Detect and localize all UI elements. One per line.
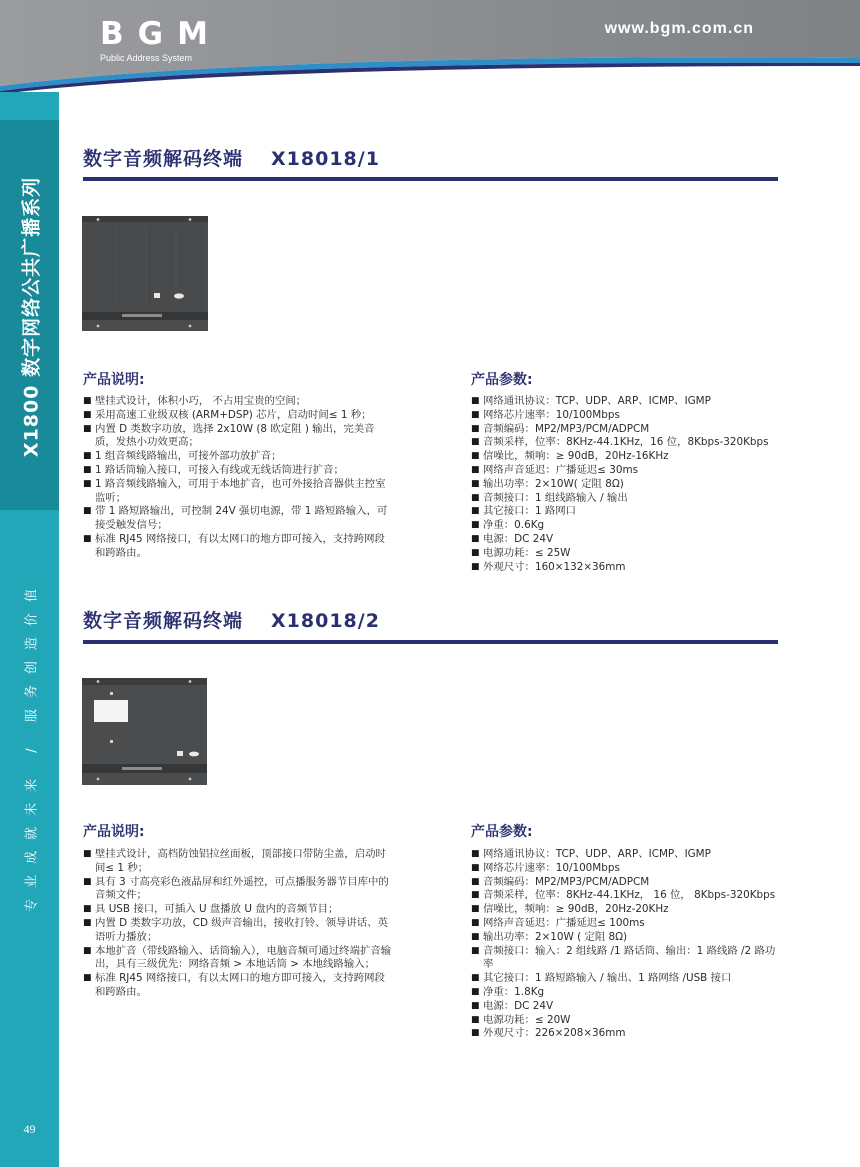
- desc-heading: 产品说明:: [83, 372, 145, 388]
- spec-item: ■ 音频接口：1 组线路输入 / 输出: [471, 492, 781, 506]
- spec-item: ■ 净重：1.8Kg: [471, 986, 781, 1000]
- product-model: X18018/2: [271, 610, 380, 632]
- website-url: www.bgm.com.cn: [604, 20, 754, 37]
- spec-item: ■ 电源：DC 24V: [471, 533, 781, 547]
- left-sidebar: [0, 92, 59, 1167]
- list-item: ■ 内置 D 类数字功放，选择 2x10W (8 欧定阻 ) 输出，完美音质，发热小功效更高；: [83, 423, 393, 451]
- description-list: [83, 848, 393, 1000]
- page-number: 49: [23, 1122, 36, 1136]
- list-item: ■ 1 路音频线路输入，可用于本地扩音，也可外接拾音器供主控室监听；: [83, 478, 393, 506]
- spec-item: ■ 音频采样，位率：8KHz-44.1KHz，16 位，8Kbps-320Kbps: [471, 436, 781, 450]
- series-title: X1800 数字网络公共广播系列: [20, 176, 43, 458]
- spec-item: ■ 网络声音延迟：广播延迟≤ 30ms: [471, 464, 781, 478]
- spec-item: ■ 音频采样，位率：8KHz-44.1KHz， 16 位， 8Kbps-320Kbps: [471, 889, 781, 903]
- spec-item: ■ 音频接口：输入：2 组线路 /1 路话筒、输出：1 路线路 /2 路功率: [471, 945, 781, 973]
- spec-item: ■ 输出功率：2×10W ( 定阻 8Ω): [471, 931, 781, 945]
- list-item: ■ 带 1 路短路输出，可控制 24V 强切电源，带 1 路短路输入，可接受触发信号；: [83, 505, 393, 533]
- list-item: ■ 内置 D 类数字功放，CD 级声音输出，接收打铃、领导讲话、英语听力播放；: [83, 917, 393, 945]
- spec-item: ■ 网络芯片速率：10/100Mbps: [471, 409, 781, 423]
- spec-item: ■ 电源功耗：≤ 25W: [471, 547, 781, 561]
- company-slogan: 专业成就未来 / 服务创造价值: [24, 578, 40, 912]
- spec-item: ■ 外观尺寸：160×132×36mm: [471, 561, 781, 575]
- list-item: ■ 具有 3 寸高亮彩色液晶屏和红外遥控，可点播服务器节目库中的音频文件；: [83, 876, 393, 904]
- list-item: ■ 壁挂式设计，体积小巧， 不占用宝贵的空间；: [83, 395, 393, 409]
- desc-heading: 产品说明:: [83, 824, 145, 840]
- spec-item: ■ 网络声音延迟：广播延迟≤ 100ms: [471, 917, 781, 931]
- product-image-x18018-1: [82, 216, 208, 331]
- spec-item: ■ 网络通讯协议：TCP、UDP、ARP、ICMP、IGMP: [471, 395, 781, 409]
- list-item: ■ 标准 RJ45 网络接口，有以太网口的地方即可接入，支持跨网段和跨路由。: [83, 533, 393, 561]
- spec-item: ■ 电源：DC 24V: [471, 1000, 781, 1014]
- spec-item: ■ 净重：0.6Kg: [471, 519, 781, 533]
- spec-heading: 产品参数:: [471, 372, 533, 388]
- list-item: ■ 具 USB 接口，可插入 U 盘播放 U 盘内的音频节目；: [83, 903, 393, 917]
- list-item: ■ 采用高速工业级双核 (ARM+DSP) 芯片，启动时间≤ 1 秒；: [83, 409, 393, 423]
- logo-text: BGM: [100, 16, 222, 52]
- product-image-x18018-2: [82, 678, 207, 785]
- page-header: [0, 0, 860, 92]
- spec-item: ■ 电源功耗：≤ 20W: [471, 1014, 781, 1028]
- spec-heading: 产品参数:: [471, 824, 533, 840]
- brand-logo: [100, 18, 222, 63]
- spec-item: ■ 输出功率：2×10W( 定阻 8Ω): [471, 478, 781, 492]
- list-item: ■ 1 组音频线路输出，可接外部功放扩音；: [83, 450, 393, 464]
- spec-item: ■ 网络通讯协议：TCP、UDP、ARP、ICMP、IGMP: [471, 848, 781, 862]
- list-item: ■ 本地扩音（带线路输入、话筒输入），电脑音频可通过终端扩音输出，具有三级优先：网络音频 > 本地话筒 > 本地线路输入；: [83, 945, 393, 973]
- spec-list: [471, 395, 781, 574]
- section-divider: [83, 177, 778, 181]
- spec-item: ■ 其它接口：1 路网口: [471, 505, 781, 519]
- section-title: [83, 144, 380, 171]
- spec-item: ■ 其它接口：1 路短路输入 / 输出、1 路网络 /USB 接口: [471, 972, 781, 986]
- list-item: ■ 标准 RJ45 网络接口，有以太网口的地方即可接入，支持跨网段和跨路由。: [83, 972, 393, 1000]
- spec-item: ■ 音频编码：MP2/MP3/PCM/ADPCM: [471, 876, 781, 890]
- spec-item: ■ 信噪比，频响：≥ 90dB，20Hz-16KHz: [471, 450, 781, 464]
- spec-item: ■ 音频编码：MP2/MP3/PCM/ADPCM: [471, 423, 781, 437]
- spec-list: [471, 848, 781, 1041]
- product-model: X18018/1: [271, 148, 380, 170]
- list-item: ■ 1 路话筒输入接口，可接入有线或无线话筒进行扩音；: [83, 464, 393, 478]
- section-divider: [83, 640, 778, 644]
- section-title: [83, 606, 380, 633]
- spec-item: ■ 网络芯片速率：10/100Mbps: [471, 862, 781, 876]
- spec-item: ■ 信噪比，频响：≥ 90dB，20Hz-20KHz: [471, 903, 781, 917]
- product-name: 数字音频解码终端: [83, 610, 244, 632]
- logo-subtitle: Public Address System: [100, 53, 193, 63]
- product-name: 数字音频解码终端: [83, 148, 244, 170]
- list-item: ■ 壁挂式设计，高档防蚀铝拉丝面板，顶部接口带防尘盖，启动时间≤ 1 秒；: [83, 848, 393, 876]
- description-list: [83, 395, 393, 561]
- spec-item: ■ 外观尺寸：226×208×36mm: [471, 1027, 781, 1041]
